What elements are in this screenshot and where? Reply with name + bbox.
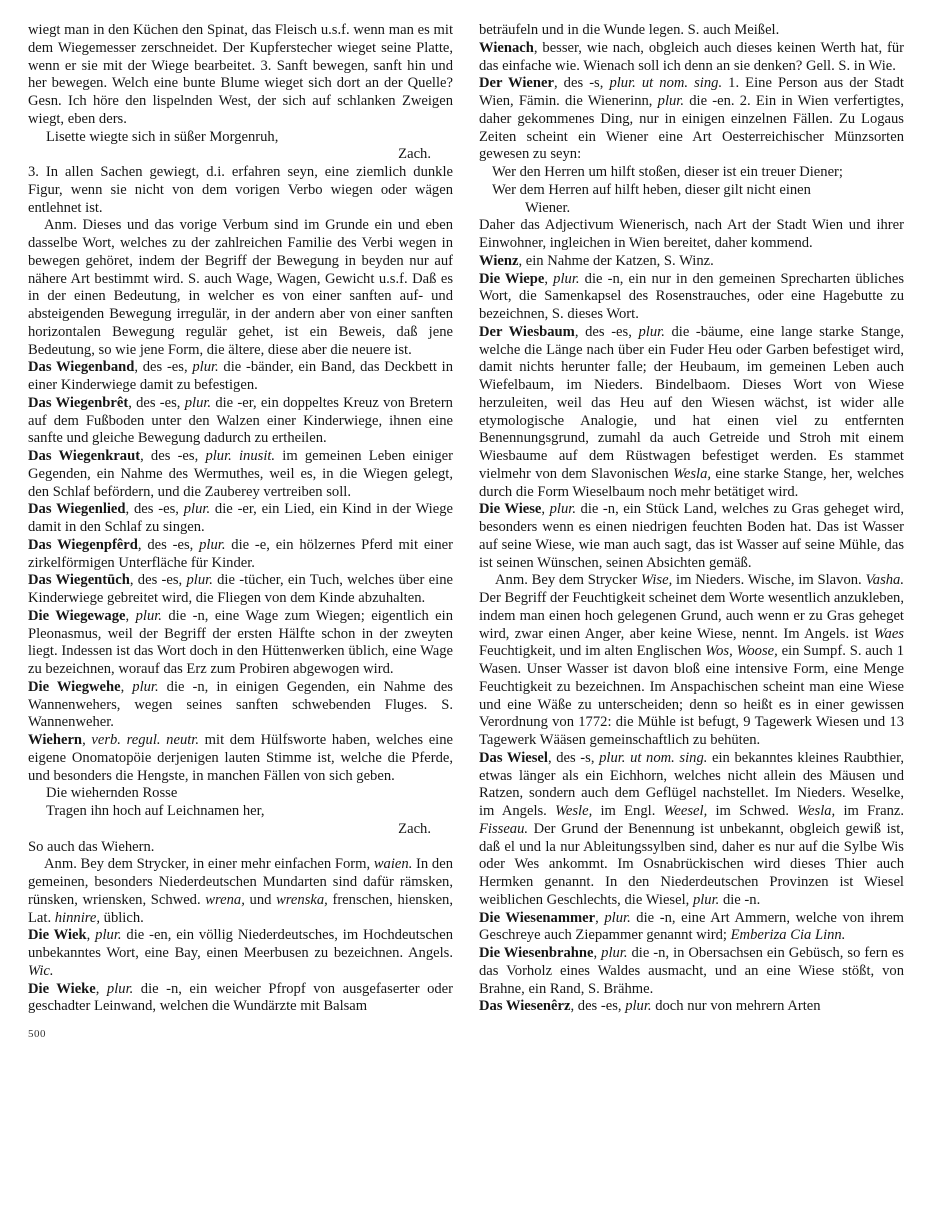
- text-run-italic: plur.: [199, 536, 226, 553]
- dictionary-entry: [28, 537, 453, 573]
- text-run: die -n, ein weicher Pfropf von ausgefaserter oder geschadter Leinwand, welchen die Wundärzte mit Balsam: [28, 980, 453, 1015]
- headword: Die Wiegwehe: [28, 678, 121, 695]
- dictionary-entry: [479, 998, 904, 1016]
- text-run: Anm. Bey dem Strycker, in einer mehr einfachen Form,: [44, 856, 374, 873]
- headword: Die Wieke: [28, 980, 96, 997]
- text-run: , des -es,: [574, 323, 639, 340]
- text-run: die -n, in Obersachsen ein Gebüsch, so fern es das Vorholz eines Waldes ausmacht, und an eine Wiese stößt, von Brahne, ein Rand, S. Brähme.: [479, 945, 904, 997]
- headword: Die Wiegewage: [28, 607, 126, 624]
- text-run: beträufeln und in die Wunde legen. S. auch Meißel.: [479, 22, 780, 38]
- annotation-paragraph: [28, 856, 453, 927]
- text-run-italic: plur.: [135, 607, 162, 624]
- verse-line: [46, 785, 453, 803]
- text-run: , ein Nahme der Katzen, S. Winz.: [518, 252, 714, 269]
- text-run: im Nieders. Wische, im Slavon.: [672, 572, 866, 589]
- text-run-italic: Wesle,: [555, 803, 593, 819]
- annotation-paragraph: [479, 572, 904, 750]
- text-run: die -n, ein Stück Land, welches zu Gras geheget wird, besonders wenn es einen niedrigen feuchten Boden hat. Das ist Wasser auf seine Wiese, wie man auch sagt, das ist Wasser auf seine Mühle, das ist seinen Wünschen, seinen Absichten gemäß.: [479, 501, 905, 571]
- text-run: die -er, ein Lied, ein Kind in der Wiege damit in den Schlaf zu singen.: [28, 501, 453, 535]
- paragraph: [479, 22, 904, 40]
- text-run: , des -s,: [547, 749, 600, 766]
- paragraph: [28, 164, 453, 217]
- verse-line: [46, 129, 453, 147]
- text-run: Anm. Dieses und das vorige Verbum sind im Grunde ein und eben dasselbe Wort, welches zu der zahlreichen Familie des Verbi wegen in bewegen gehöret, indem der Begriff der Bewegung in beyden nur auf nähere Art bestimmt wird. S. auch Wage, Wagen, Gewicht u.s.f. Daß es in der einen Bedeutung, in welcher es von einer sanften auf- und absteigenden Bewegung irregulär, in der andern aber von einer sanften horizontalen Bewegung regulär gehet, ist ein Beweis, daß jene Bedeutung, so wie jene Form, die ältere, diese aber die neuere ist.: [28, 217, 453, 358]
- headword: Die Wiesenbrahne: [479, 945, 594, 961]
- text-run: ein Sumpf. S. auch 1 Wasen. Unser Wasser ist davon bloß eine intensive Form, eine Menge Feuchtigkeit zu bezeichnen. Im Anspachischen scheint man eine Wiese und eine Wäße zu unterscheiden; denn so heißt es in einer gewissen Verordnung von 1772: die Mühle ist befugt, 9 Tagewerk Wiesen und 13 Tagewerk Wääsen gemeinschaftlich zu behüten.: [479, 643, 904, 748]
- text-run-italic: waien.: [373, 856, 413, 873]
- text-run: , des -es,: [134, 359, 193, 376]
- right-column: [479, 22, 904, 1016]
- headword: Die Wiek: [28, 927, 87, 944]
- text-run: Lisette wiegte sich in süßer Morgenruh,: [46, 128, 279, 145]
- text-run-italic: plur. ut nom. sing.: [599, 749, 708, 766]
- headword: Das Wiesenêrz: [479, 998, 571, 1015]
- text-run: Wer dem Herren auf hilft heben, dieser gilt nicht einen: [492, 181, 811, 198]
- text-run: üblich.: [100, 909, 144, 926]
- dictionary-entry: [28, 679, 453, 732]
- text-run-italic: Fisseau.: [479, 820, 529, 837]
- text-run: im Franz.: [835, 803, 904, 819]
- text-run: , des -es,: [129, 572, 187, 589]
- dictionary-entry: [479, 750, 904, 910]
- text-run: die -tücher, ein Tuch, welches über eine Kinderwiege gebreitet wird, die Fliegen von dem Kinde abzuhalten.: [28, 572, 453, 606]
- dictionary-entry: [479, 324, 904, 502]
- text-run: , des -s,: [553, 75, 610, 92]
- verse-attribution: [28, 821, 453, 839]
- dictionary-entry: [28, 501, 453, 537]
- text-run: Zach.: [398, 820, 431, 837]
- text-run-italic: plur.: [183, 501, 211, 518]
- text-run: ,: [595, 909, 605, 926]
- text-run-italic: hinnire,: [54, 909, 101, 926]
- text-run-italic: Wesla,: [673, 465, 712, 482]
- page-number: 500: [28, 1028, 46, 1040]
- text-run-italic: plur.: [132, 678, 159, 695]
- text-run: die -bäume, eine lange starke Stange, welche die Länge nach über ein Fuder Heu oder Garben befestiget wird, damit nichts herunter falle; der Heubaum, im gemeinen Leben auch Wiefelbaum, im Nieders. Bindelbaom. Dieses Wort von Wiese herzuleiten, weil das Heu auf den Wiesen wächst, ist wider alle etymologische Analogie, und hat einen viel zu entfernten Benennungsgrund, zumahl da auch Getreide und Stroh mit einem Wiesbaume auf dem Rüstwagen befestiget werden. Es stammet vielmehr von dem Slavonischen: [479, 323, 904, 482]
- dictionary-entry: [28, 608, 453, 679]
- text-run: die -en. 2. Ein in Wien verfertigtes, daher gekommenes Ding, nur in einigen einzelnen Fällen. Zu Logaus Zeiten scheint ein Wiener eine Art Oesterreichischer Münzsorten gewesen zu seyn:: [479, 93, 904, 163]
- text-run: , des -es,: [570, 998, 626, 1015]
- text-run: Der Grund der Benennung ist unbekannt, obgleich gewiß ist, daß el und la nur Ableitungssylben sind, daher es nur auf die Sylbe Wis oder Wes ankommt. Im Osnabrückischen wird dieses Thier auch Hermken genannt. In den Niederdeutschen Provinzen ist Wiesel weiblichen Geschlechts, die Wiesel,: [479, 820, 904, 908]
- text-run-italic: plur.: [553, 270, 580, 287]
- two-column-text-block: [28, 22, 905, 1016]
- verse-line: [46, 803, 453, 821]
- quote-line: [492, 182, 904, 200]
- text-run-italic: plur.: [692, 891, 720, 908]
- annotation-paragraph: [28, 217, 453, 359]
- text-run: In den gemeinen, besonders Niederdeutschen Mundarten sind dafür rämsken, rünsken, wriensken, Schwed.: [28, 856, 453, 908]
- text-run: , besser, wie nach, obgleich auch dieses keinen Werth hat, für das einfache wie. Wienach soll ich denn an sie denken? Gell. S. in Wie.: [479, 39, 904, 74]
- dictionary-entry: [479, 40, 904, 76]
- headword: Das Wiegenpfêrd: [28, 536, 138, 553]
- text-run: Zach.: [398, 146, 431, 163]
- text-run: ein bekanntes kleines Raubthier, etwas länger als ein Eichhorn, welches nicht allein des Mäusen und Ratzen, sondern auch dem Geflügel nachstellet. Im Nieders. Weselke, im Angels.: [479, 749, 904, 819]
- quote-line: [492, 164, 904, 182]
- text-run: Feuchtigkeit, und im alten Englischen: [479, 643, 706, 660]
- text-run: mit dem Hülfsworte haben, welches eine eigene Onomatopöie derjenigen lauten Stimme ist, welche die Pferde, und besonders die Hengste, in manchen Fällen von sich geben.: [28, 732, 454, 784]
- text-run: im gemeinen Leben einiger Gegenden, ein Nahme des Wermuthes, weil es, in die Wiegen gelegt, den Schlaf befördern, und die Zauberey vertreiben soll.: [28, 448, 453, 500]
- text-run: doch nur von mehrern Arten: [651, 998, 821, 1015]
- text-run-italic: plur.: [95, 927, 122, 944]
- text-run-italic: plur.: [186, 572, 213, 589]
- headword: Wiehern: [28, 732, 83, 748]
- headword: Der Wiener: [479, 75, 554, 92]
- headword: Wienz: [479, 252, 519, 269]
- text-run: die -n, eine Art Ammern, welche von ihrem Geschreye auch Ziepammer genannt wird;: [479, 909, 905, 944]
- headword: Die Wiepe: [479, 270, 545, 287]
- text-run-italic: plur.: [106, 980, 134, 997]
- text-run: und: [244, 891, 277, 908]
- text-run-italic: verb. regul. neutr.: [91, 732, 200, 748]
- headword: Die Wiese: [479, 501, 542, 518]
- dictionary-entry: [28, 732, 453, 785]
- verse-attribution: [28, 146, 453, 164]
- headword: Das Wiegentūch: [28, 572, 130, 589]
- text-run-italic: Vasha.: [865, 572, 904, 589]
- dictionary-entry: [479, 945, 904, 998]
- text-run: die -bänder, ein Band, das Deckbett in einer Kinderwiege damit zu befestigen.: [28, 359, 453, 393]
- text-run: Wiener.: [525, 199, 571, 216]
- text-run: die -n, eine Wage zum Wiegen; eigentlich ein Pleonasmus, weil der Begriff der ersten Hälfte schon in der zweyten liegt. Indessen ist das Wort doch in den Hüttenwerken üblich, eine Wage zu bezeichnen, worauf das Erz zum Probiren abgewogen wird.: [28, 607, 454, 677]
- paragraph: [28, 839, 453, 857]
- text-run: ,: [95, 980, 107, 997]
- text-run-italic: plur.: [192, 359, 219, 376]
- paragraph: [479, 217, 904, 253]
- headword: Das Wiegenlied: [28, 501, 126, 518]
- text-run: im Engl.: [592, 803, 664, 819]
- text-run: die -er, ein doppeltes Kreuz von Bretern auf dem Fußboden unter den Walzen einer Kinderwiege, ihnen eine sanfte und gleiche Bewegung dadurch zu ertheilen.: [28, 394, 453, 447]
- text-run: die -en, ein völlig Niederdeutsches, im Hochdeutschen unbekanntes Wort, eine Bay, einen Meerbusen zu bezeichnen. Angels.: [28, 927, 454, 961]
- dictionary-entry: [28, 981, 453, 1017]
- text-run-italic: plur.: [657, 93, 685, 109]
- text-run: , des -es,: [125, 501, 184, 518]
- text-run-italic: plur.: [549, 501, 576, 518]
- text-run: , des -es,: [140, 448, 206, 464]
- text-run: Wer den Herren um hilft stoßen, dieser ist ein treuer Diener;: [492, 164, 843, 180]
- quote-line: [525, 200, 904, 218]
- text-run-italic: plur.: [604, 909, 631, 926]
- text-run-italic: Weesel,: [663, 803, 708, 819]
- dictionary-entry: [28, 448, 453, 501]
- text-run: die -n, ein nur in den gemeinen Sprecharten übliches Wort, die Samenkapsel des Rosenstrauches, oder eine Hagebutte zu bezeichnen, S. dieses Wort.: [479, 270, 905, 322]
- text-run-italic: Wise,: [641, 572, 673, 589]
- headword: Das Wiegenkraut: [28, 448, 141, 464]
- dictionary-entry: [479, 910, 904, 946]
- text-run: , des -es,: [137, 536, 200, 553]
- text-run: Der Begriff der Feuchtigkeit scheinet dem Worte wesentlich anzukleben, indem man einen hoch gelegenen Grund, auch wenn er zu Gras geheget wird, zwar einen Anger, aber keine Wiese, nennt. Im Angels. ist: [479, 590, 905, 642]
- dictionary-entry: [28, 927, 453, 980]
- text-run: die -e, ein hölzernes Pferd mit einer zirkelförmigen Unterfläche für Kinder.: [28, 536, 453, 571]
- dictionary-entry: [28, 395, 453, 448]
- dictionary-entry: [479, 253, 904, 271]
- text-run-italic: plur.: [625, 998, 652, 1015]
- text-run: So auch das Wiehern.: [28, 838, 155, 855]
- dictionary-entry: [28, 359, 453, 395]
- text-run-italic: Wesla,: [797, 803, 836, 819]
- text-run: wiegt man in den Küchen den Spinat, das Fleisch u.s.f. wenn man es mit dem Wiegemesser zerschneidet. Der Kupferstecher wieget seine Platte, wenn er sie mit der Wiege bearbeitet. 3. Sanft bewegen, sanft hin und her bewegen. Welch eine bunte Blume wieget sich dort an der Quelle? Gesn. Ich höre den lispelnden West, der sich auf schlanken Zweigen wiegt, eben ders.: [28, 22, 453, 127]
- text-run: ,: [593, 945, 602, 961]
- paragraph: [28, 22, 453, 129]
- headword: Wienach: [479, 39, 534, 56]
- text-run-italic: wrenska,: [276, 891, 328, 908]
- text-run: Anm. Bey dem Strycker: [495, 572, 642, 589]
- text-run-italic: Wic.: [28, 962, 54, 979]
- text-run: ,: [82, 732, 92, 748]
- text-run: ,: [544, 270, 554, 287]
- text-run: 1. Eine Person aus der Stadt Wien, Fämin. die Wienerinn,: [479, 75, 904, 109]
- text-run: ,: [120, 678, 133, 695]
- dictionary-entry: [479, 271, 904, 324]
- text-run-italic: plur. ut nom. sing.: [609, 75, 723, 92]
- headword: Die Wiesenammer: [479, 909, 596, 926]
- text-run-italic: plur.: [184, 394, 212, 411]
- dictionary-entry: [479, 501, 904, 572]
- text-run: ,: [86, 927, 96, 944]
- text-run-italic: plur. inusit.: [205, 448, 276, 464]
- text-run: ,: [125, 607, 136, 624]
- headword: Der Wiesbaum: [479, 323, 575, 340]
- text-run: Tragen ihn hoch auf Leichnamen her,: [46, 803, 265, 819]
- text-run: die -n, in einigen Gegenden, ein Nahme des Wannenwehers, wegen seines sanften schwebenden Fluges. S. Wannenweher.: [28, 678, 453, 731]
- dictionary-entry: [479, 75, 904, 164]
- text-run-italic: Waes: [873, 625, 904, 642]
- headword: Das Wiesel: [479, 749, 548, 766]
- dictionary-entry: [28, 572, 453, 608]
- text-run: 3. In allen Sachen gewiegt, d.i. erfahren seyn, eine ziemlich dunkle Figur, wenn sie nicht von dem vorigen Verbo wiegen oder wägen entlehnet ist.: [28, 164, 453, 216]
- headword: Das Wiegenband: [28, 359, 135, 376]
- text-run: eine starke Stange, her, welches durch die Form Wieselbaum noch mehr betätiget wird.: [479, 465, 904, 500]
- text-run-italic: plur.: [638, 323, 665, 340]
- text-run: im Schwed.: [707, 803, 798, 819]
- text-run: Daher das Adjectivum Wienerisch, nach Art der Stadt Wien und ihrer Einwohner, ingleichen in Wien bereitet, daher kommend.: [479, 217, 904, 251]
- headword: Das Wiegenbrêt: [28, 394, 129, 411]
- text-run: ,: [541, 501, 550, 518]
- text-run: Die wiehernden Rosse: [46, 785, 178, 802]
- text-run: die -n.: [719, 891, 761, 908]
- left-column: [28, 22, 453, 1016]
- text-run-italic: wrena,: [205, 891, 245, 908]
- text-run-italic: Wos, Woose,: [705, 643, 778, 660]
- text-run-italic: Emberiza Cia Linn.: [730, 927, 846, 944]
- text-run: , des -es,: [128, 394, 185, 411]
- text-run-italic: plur.: [601, 945, 628, 961]
- text-run: frenschen, hiensken, Lat.: [28, 891, 453, 926]
